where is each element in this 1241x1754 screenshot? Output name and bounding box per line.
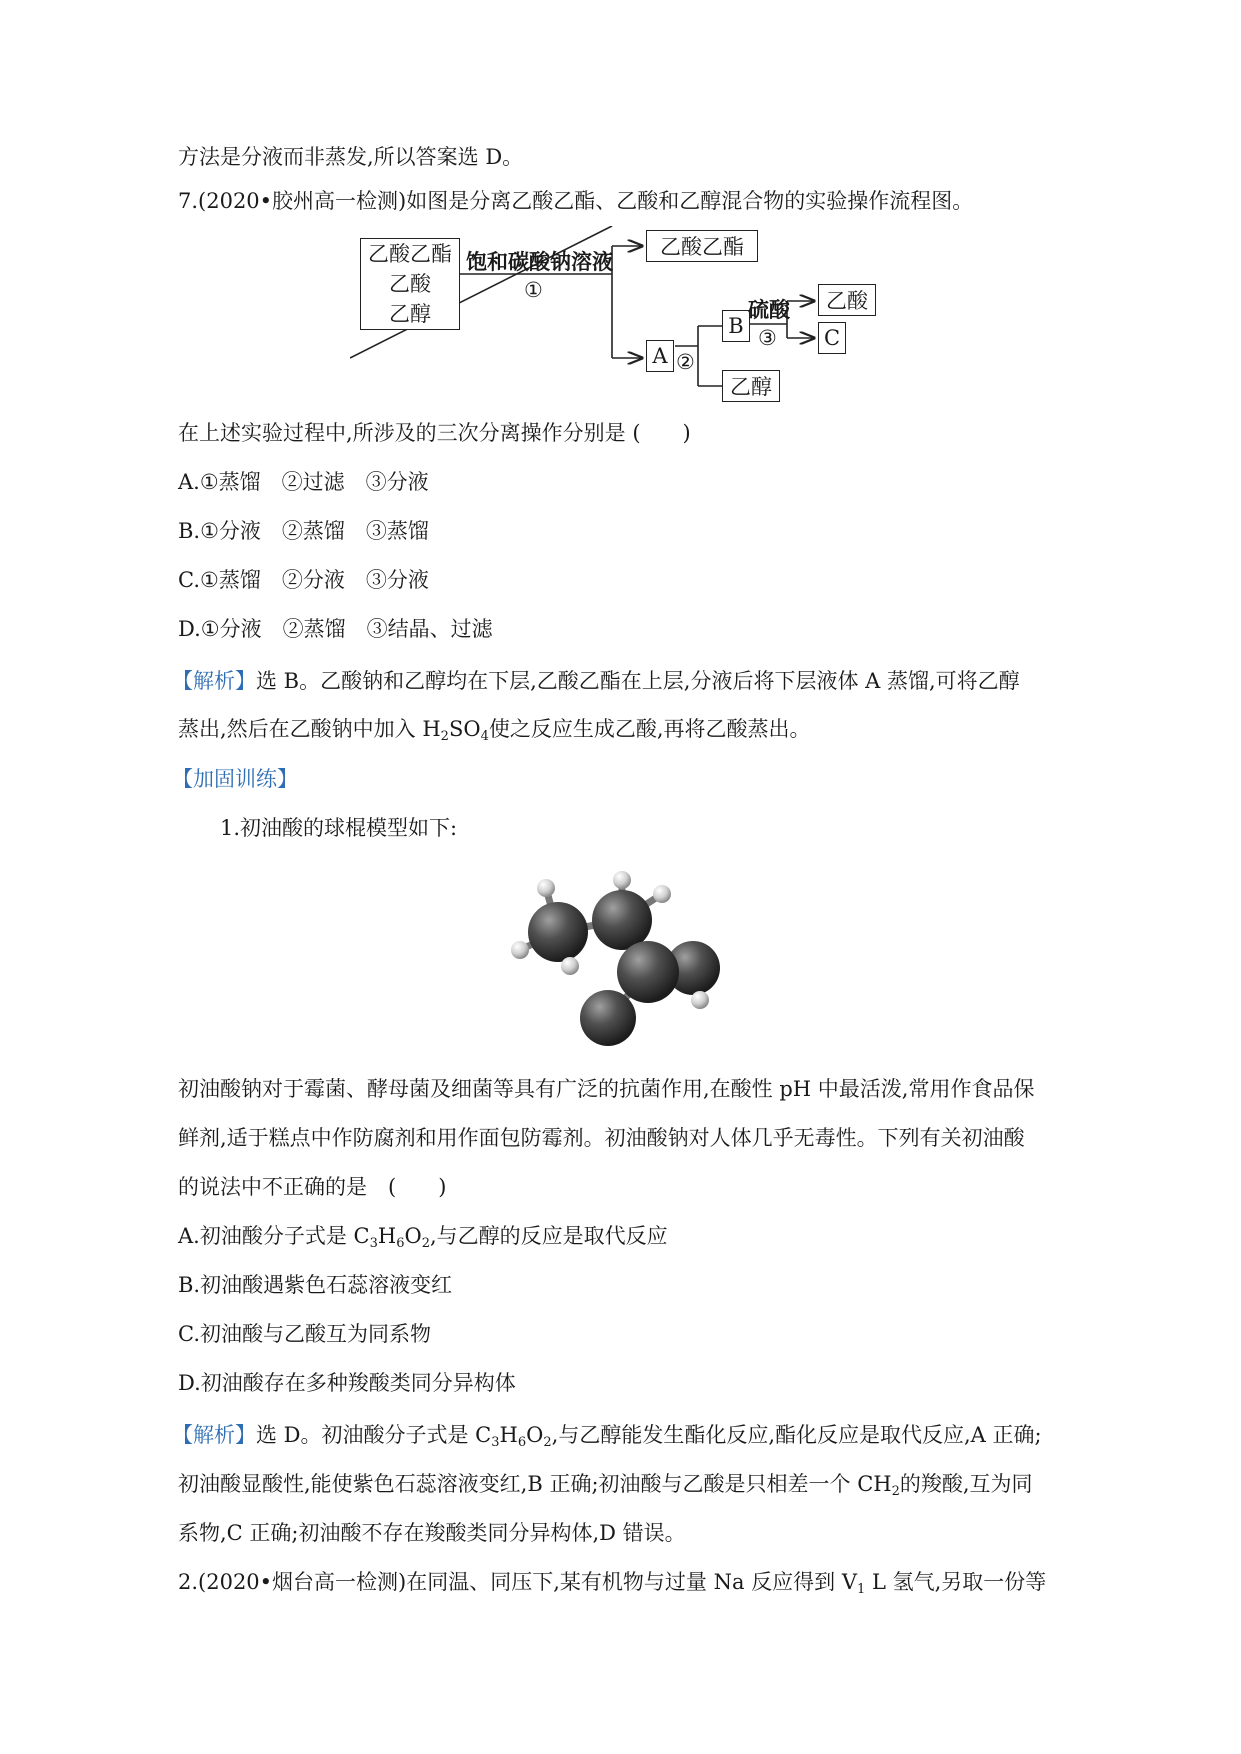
subscript: 3 bbox=[491, 1435, 500, 1450]
question-7: 7.(2020•胶州高一检测)如图是分离乙酸乙酯、乙酸和乙醇混合物的实验操作流程图。 bbox=[178, 189, 974, 213]
option-text: A.初油酸分子式是 C bbox=[178, 1224, 370, 1248]
exercise-1: 1.初油酸的球棍模型如下: bbox=[220, 816, 458, 840]
question-7-stem: 在上述实验过程中,所涉及的三次分离操作分别是 ( ) bbox=[178, 421, 691, 445]
text-line: 的说法中不正确的是 ( ) bbox=[178, 1175, 447, 1199]
question-text: L 氢气,另取一份等 bbox=[865, 1570, 1047, 1594]
text-line: 初油酸钠对于霉菌、酵母菌及细菌等具有广泛的抗菌作用,在酸性 pH 中最活泼,常用作食品保 bbox=[178, 1077, 1035, 1101]
question-text: 2.(2020•烟台高一检测)在同温、同压下,某有机物与过量 Na 反应得到 V bbox=[178, 1570, 858, 1594]
subscript: 3 bbox=[369, 1236, 378, 1251]
mixture-box bbox=[360, 238, 460, 330]
option-a: A.①蒸馏 ②过滤 ③分液 bbox=[178, 470, 429, 494]
ethanol-box: 乙醇 bbox=[722, 370, 780, 402]
step-3-label: ③ bbox=[758, 326, 777, 350]
hydrogen-atom bbox=[537, 879, 555, 897]
acetic-acid-box: 乙酸 bbox=[818, 284, 876, 316]
box-a: A bbox=[646, 340, 674, 372]
option-d: D.初油酸存在多种羧酸类同分异构体 bbox=[178, 1371, 516, 1395]
analysis-text: H bbox=[499, 1423, 518, 1447]
text-line: 方法是分液而非蒸发,所以答案选 D。 bbox=[178, 145, 524, 169]
analysis-line bbox=[178, 714, 811, 744]
analysis-text: 初油酸显酸性,能使紫色石蕊溶液变红,B 正确;初油酸与乙酸是只相差一个 CH bbox=[178, 1472, 892, 1496]
mixture-ester: 乙酸乙酯 bbox=[368, 242, 452, 266]
option-b: B.初油酸遇紫色石蕊溶液变红 bbox=[178, 1273, 453, 1297]
analysis-text: ,与乙醇能发生酯化反应,酯化反应是取代反应,A 正确; bbox=[551, 1423, 1042, 1447]
analysis-tag: 【解析】 bbox=[172, 669, 256, 693]
subscript: 1 bbox=[857, 1582, 866, 1597]
analysis-text: 选 B。乙酸钠和乙醇均在下层,乙酸乙酯在上层,分液后将下层液体 A 蒸馏,可将乙醇 bbox=[256, 669, 1020, 693]
hydrogen-atom bbox=[653, 885, 671, 903]
analysis-line bbox=[172, 666, 1020, 696]
hydrogen-atom bbox=[691, 991, 709, 1009]
carbon-atom bbox=[617, 941, 679, 1003]
oxygen-atom bbox=[580, 990, 636, 1046]
option-b: B.①分液 ②蒸馏 ③蒸馏 bbox=[178, 519, 429, 543]
analysis-text: SO bbox=[448, 717, 481, 741]
option-text: ,与乙醇的反应是取代反应 bbox=[429, 1224, 668, 1248]
ball-stick-model bbox=[500, 850, 740, 1060]
analysis-text: O bbox=[526, 1423, 544, 1447]
subscript: 2 bbox=[891, 1484, 900, 1499]
section-heading: 【加固训练】 bbox=[172, 767, 298, 791]
exercise-2 bbox=[178, 1567, 1046, 1597]
option-text: O bbox=[404, 1224, 422, 1248]
analysis-text: 使之反应生成乙酸,再将乙酸蒸出。 bbox=[488, 717, 811, 741]
hydrogen-atom bbox=[613, 871, 631, 889]
hydrogen-atom bbox=[561, 957, 579, 975]
analysis-text: 选 D。初油酸分子式是 C bbox=[256, 1423, 492, 1447]
analysis-text: 的羧酸,互为同 bbox=[899, 1472, 1033, 1496]
ester-box: 乙酸乙酯 bbox=[646, 230, 758, 262]
analysis-text: 蒸出,然后在乙酸钠中加入 H bbox=[178, 717, 441, 741]
subscript: 6 bbox=[517, 1435, 527, 1450]
carbon-atom bbox=[528, 902, 588, 962]
flow-chart bbox=[350, 226, 910, 406]
subscript: 4 bbox=[480, 729, 489, 744]
analysis-line bbox=[178, 1469, 1033, 1499]
subscript: 2 bbox=[543, 1435, 552, 1450]
step-2-label: ② bbox=[676, 350, 695, 374]
sulfuric-acid-label: 硫酸 bbox=[748, 297, 790, 322]
mixture-ethanol: 乙醇 bbox=[389, 302, 431, 326]
option-d: D.①分液 ②蒸馏 ③结晶、过滤 bbox=[178, 617, 493, 641]
text-line: 鲜剂,适于糕点中作防腐剂和用作面包防霉剂。初油酸钠对人体几乎无毒性。下列有关初油酸 bbox=[178, 1126, 1025, 1150]
option-c: C.①蒸馏 ②分液 ③分液 bbox=[178, 568, 429, 592]
analysis-line bbox=[172, 1420, 1042, 1450]
mixture-acid: 乙酸 bbox=[389, 272, 431, 296]
carbon-atom bbox=[592, 890, 652, 950]
step-1-label: ① bbox=[524, 278, 543, 302]
subscript: 6 bbox=[396, 1236, 405, 1251]
option-a bbox=[178, 1221, 668, 1251]
option-c: C.初油酸与乙酸互为同系物 bbox=[178, 1322, 431, 1346]
subscript: 2 bbox=[421, 1236, 430, 1251]
analysis-tag: 【解析】 bbox=[172, 1423, 256, 1447]
reagent-label: 饱和碳酸钠溶液 bbox=[466, 249, 613, 274]
analysis-line: 系物,C 正确;初油酸不存在羧酸类同分异构体,D 错误。 bbox=[178, 1521, 686, 1545]
box-b: B bbox=[722, 310, 750, 342]
option-text: H bbox=[377, 1224, 397, 1248]
hydrogen-atom bbox=[511, 941, 529, 959]
subscript: 2 bbox=[440, 729, 449, 744]
box-c: C bbox=[818, 322, 846, 354]
